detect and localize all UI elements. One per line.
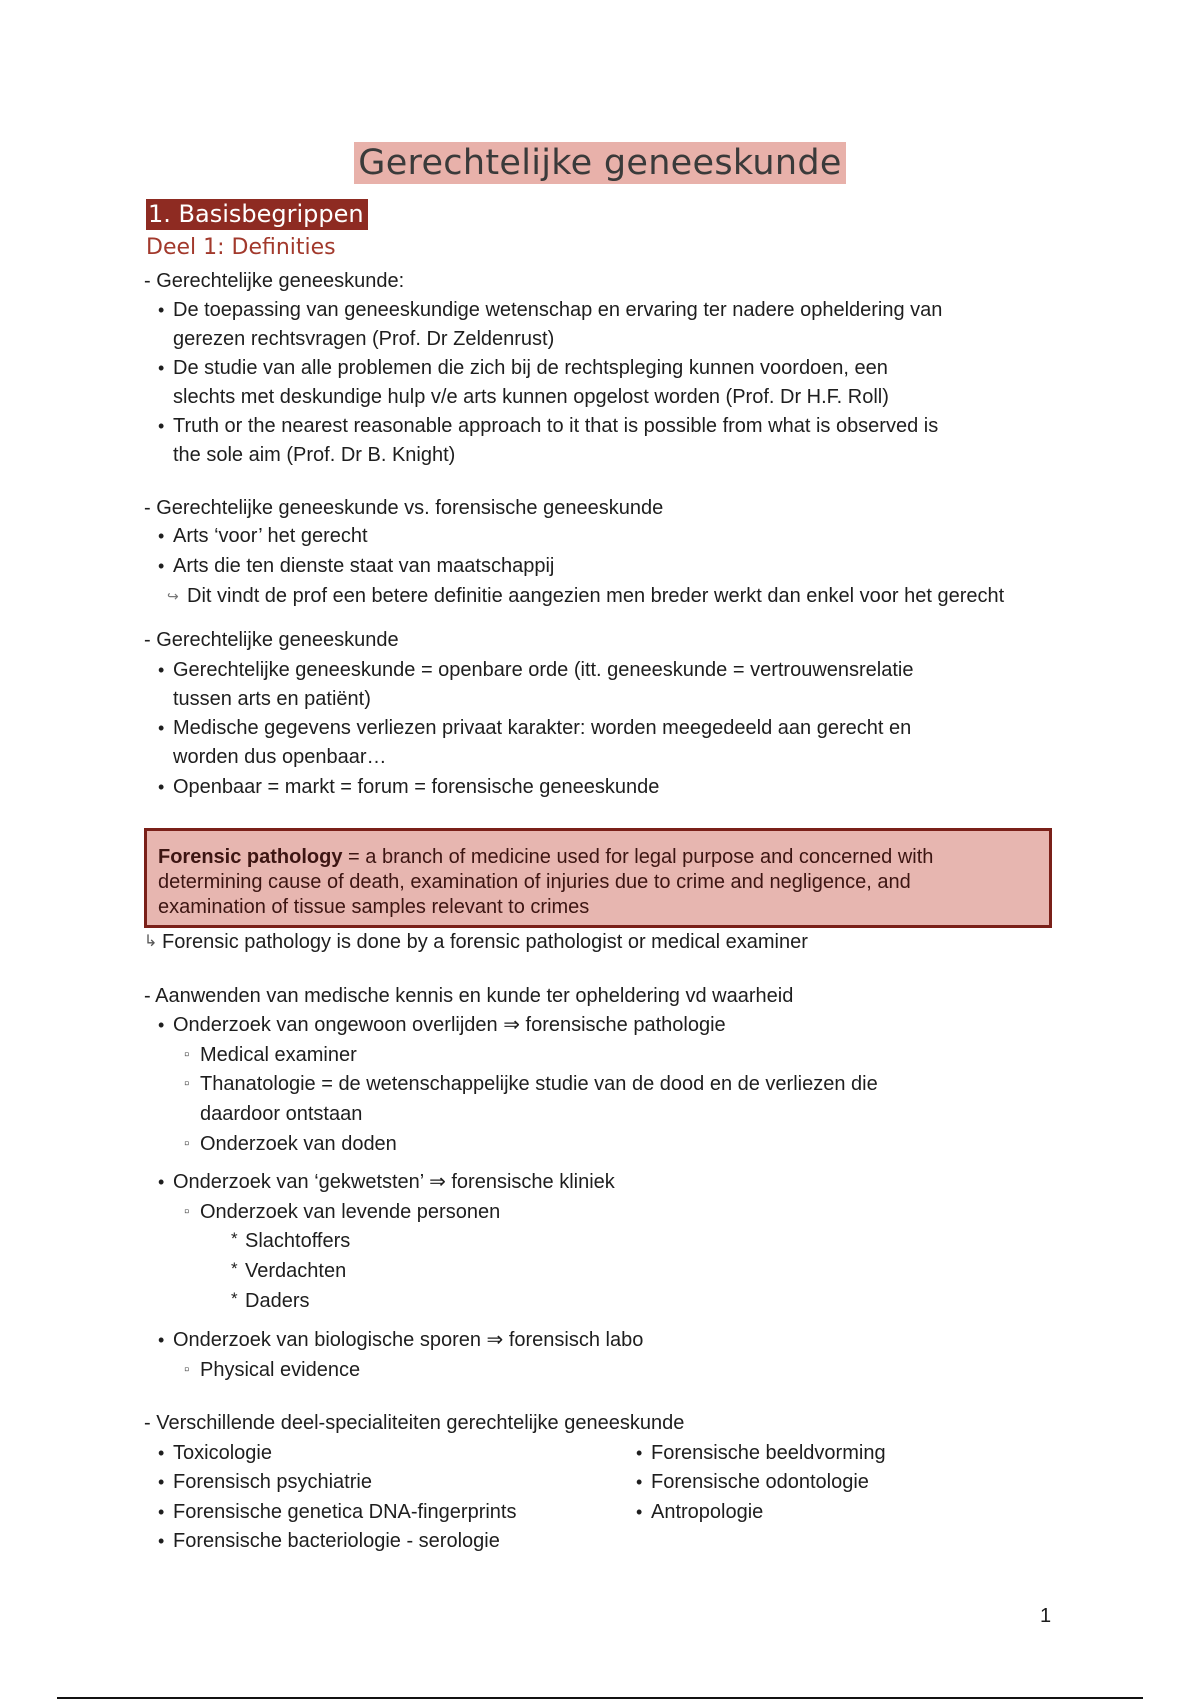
definition-bullet-3-cont: the sole aim (Prof. Dr B. Knight) (173, 444, 456, 466)
vs-bullet-2: • Arts die ten dienste staat van maatschappij (173, 552, 554, 580)
specialty-left-1: • Toxicologie (173, 1439, 272, 1467)
apply-sub-thanatologie-cont: daardoor ontstaan (200, 1103, 363, 1125)
public-bullet-2: • Medische gegevens verliezen privaat karakter: worden meegedeeld aan gerecht en (173, 714, 911, 742)
callout-line-2: determining cause of death, examination of injuries due to crime and negligence, and (158, 871, 911, 893)
callout-term: Forensic pathology (158, 846, 343, 868)
page-bottom-rule (57, 1697, 1143, 1699)
public-bullet-1-cont: tussen arts en patiënt) (173, 688, 371, 710)
callout-line-3: examination of tissue samples relevant to crimes (158, 896, 590, 918)
forensic-pathology-callout (144, 828, 1052, 928)
apply-sub-medical-examiner: ▫ Medical examiner (200, 1041, 357, 1069)
definition-bullet-2-cont: slechts met deskundige hulp v/e arts kunnen opgelost worden (Prof. Dr H.F. Roll) (173, 386, 889, 408)
specialty-left-3: • Forensische genetica DNA-fingerprints (173, 1498, 517, 1526)
specialty-right-3: • Antropologie (651, 1498, 763, 1526)
callout-line-1-rest: = a branch of medicine used for legal purpose and concerned with (342, 846, 934, 868)
apply-bullet-3: • Onderzoek van biologische sporen ⇒ forensisch labo (173, 1326, 643, 1354)
document-title-wrap (0, 142, 1200, 184)
apply-bullet-2: • Onderzoek van ‘gekwetsten’ ⇒ forensische kliniek (173, 1168, 615, 1196)
heading-basisbegrippen: 1. Basisbegrippen (146, 199, 368, 230)
callout-note: ↳ Forensic pathology is done by a forensic pathologist or medical examiner (162, 928, 808, 956)
vs-bullet-1: • Arts ‘voor’ het gerecht (173, 522, 368, 550)
definition-bullet-1: • De toepassing van geneeskundige wetenschap en ervaring ter nadere opheldering van (173, 296, 942, 324)
section-label-specialties: - Verschillende deel-specialiteiten gerechtelijke geneeskunde (144, 1412, 685, 1434)
page-number: 1 (1040, 1605, 1052, 1627)
apply-sub-levende: ▫ Onderzoek van levende personen (200, 1198, 500, 1226)
callout-line-1 (158, 845, 1039, 870)
apply-sub-thanatologie: ▫ Thanatologie = de wetenschappelijke studie van de dood en de verliezen die (200, 1070, 878, 1098)
apply-bullet-1: • Onderzoek van ongewoon overlijden ⇒ forensische pathologie (173, 1011, 726, 1039)
specialty-right-1: • Forensische beeldvorming (651, 1439, 886, 1467)
section-label-apply: - Aanwenden van medische kennis en kunde ter opheldering vd waarheid (144, 985, 794, 1007)
document-title: Gerechtelijke geneeskunde (354, 142, 845, 184)
apply-sub-doden: ▫ Onderzoek van doden (200, 1130, 397, 1158)
specialty-right-2: • Forensische odontologie (651, 1468, 869, 1496)
definition-bullet-3: • Truth or the nearest reasonable approach to it that is possible from what is observed is (173, 412, 938, 440)
apply-subsub-slachtoffers: * Slachtoffers (245, 1227, 350, 1255)
section-label-definitions: - Gerechtelijke geneeskunde: (144, 270, 405, 292)
apply-subsub-verdachten: * Verdachten (245, 1257, 346, 1285)
apply-sub-physical-evidence: ▫ Physical evidence (200, 1356, 360, 1384)
definition-bullet-1-cont: gerezen rechtsvragen (Prof. Dr Zeldenrust) (173, 328, 555, 350)
public-bullet-1: • Gerechtelijke geneeskunde = openbare orde (itt. geneeskunde = vertrouwensrelatie (173, 656, 913, 684)
definition-bullet-2: • De studie van alle problemen die zich bij de rechtspleging kunnen voordoen, een (173, 354, 888, 382)
specialty-left-2: • Forensisch psychiatrie (173, 1468, 372, 1496)
heading-definities: Deel 1: Definities (146, 235, 336, 260)
specialty-left-4: • Forensische bacteriologie - serologie (173, 1527, 500, 1555)
apply-subsub-daders: * Daders (245, 1287, 309, 1315)
public-bullet-3: • Openbaar = markt = forum = forensische geneeskunde (173, 773, 659, 801)
public-bullet-2-cont: worden dus openbaar… (173, 746, 387, 768)
vs-arrow-note: ↪ Dit vindt de prof een betere definitie aangezien men breder werkt dan enkel voor het gerecht (187, 582, 1004, 610)
section-label-public: - Gerechtelijke geneeskunde (144, 629, 399, 651)
section-label-vs: - Gerechtelijke geneeskunde vs. forensische geneeskunde (144, 497, 664, 519)
